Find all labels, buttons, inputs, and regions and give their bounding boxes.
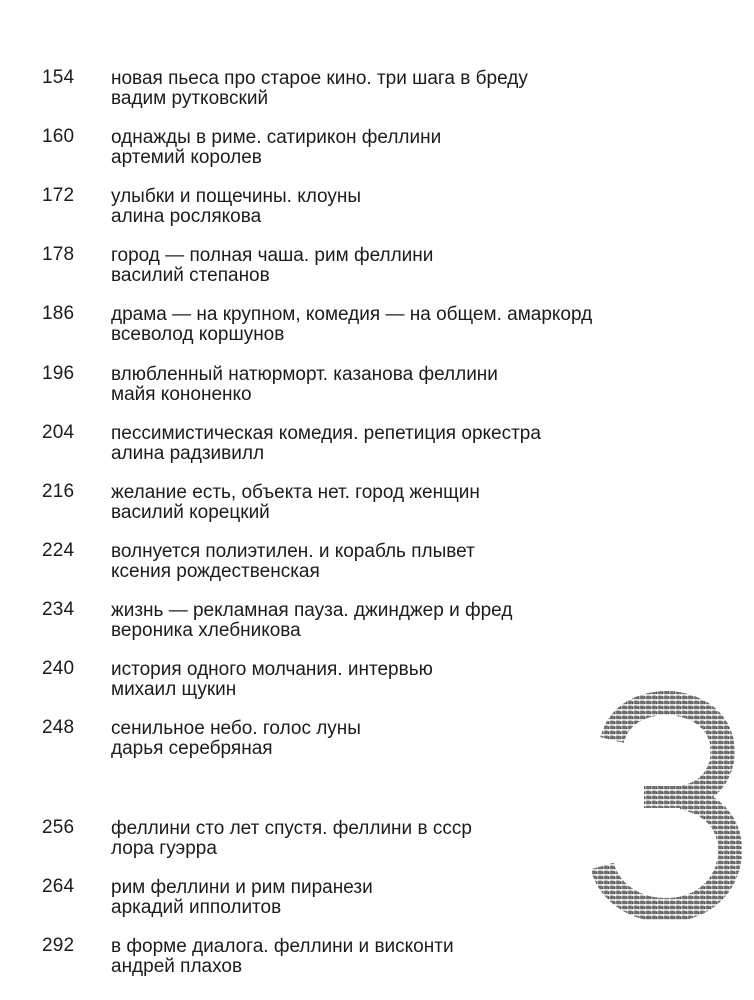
page-number: 256: [42, 817, 75, 838]
toc-entry[interactable]: [0, 186, 660, 232]
page-number: 292: [42, 935, 75, 956]
entry-author: алина рослякова: [111, 206, 262, 227]
entry-title: улыбки и пощечины. клоуны: [111, 186, 362, 207]
toc-entry[interactable]: [0, 659, 660, 705]
toc-entry[interactable]: [0, 304, 660, 350]
page-number: 196: [42, 363, 75, 384]
toc-entry[interactable]: [0, 718, 660, 764]
entry-title: новая пьеса про старое кино. три шага в бреду: [111, 68, 528, 89]
entry-title: сенильное небо. голос луны: [111, 718, 361, 739]
page-number: 216: [42, 481, 75, 502]
entry-author: аркадий ипполитов: [111, 897, 282, 918]
toc-entry[interactable]: [0, 541, 660, 587]
page-number: 248: [42, 717, 75, 738]
entry-title: феллини сто лет спустя. феллини в ссср: [111, 818, 472, 839]
entry-author: василий корецкий: [111, 502, 270, 523]
entry-author: вероника хлебникова: [111, 620, 301, 641]
entry-author: майя кононенко: [111, 384, 252, 405]
page-number: 264: [42, 876, 75, 897]
entry-title: желание есть, объекта нет. город женщин: [111, 482, 480, 503]
page-number: 234: [42, 599, 75, 620]
toc-entry[interactable]: [0, 818, 660, 864]
page-number: 178: [42, 244, 75, 265]
toc-entry[interactable]: [0, 127, 660, 173]
entry-title: город — полная чаша. рим феллини: [111, 245, 434, 266]
toc-entry[interactable]: [0, 364, 660, 410]
entry-author: михаил щукин: [111, 679, 237, 700]
entry-title: история одного молчания. интервью: [111, 659, 433, 680]
entry-author: ксения рождественская: [111, 561, 320, 582]
toc-entry[interactable]: [0, 68, 660, 114]
page-number: 224: [42, 540, 75, 561]
entry-author: лора гуэрра: [111, 838, 217, 859]
page-number: 204: [42, 422, 75, 443]
entry-title: однажды в риме. сатирикон феллини: [111, 127, 442, 148]
page-number: 172: [42, 185, 75, 206]
entry-title: влюбленный натюрморт. казанова феллини: [111, 364, 498, 385]
page-number: 154: [42, 67, 75, 88]
section-numeral-text: 3: [667, 840, 668, 841]
page-number: 160: [42, 126, 75, 147]
entry-title: в форме диалога. феллини и висконти: [111, 936, 454, 957]
toc-entry[interactable]: [0, 423, 660, 469]
toc-entry[interactable]: [0, 600, 660, 646]
page-number: 240: [42, 658, 75, 679]
entry-title: жизнь — рекламная пауза. джинджер и фред: [111, 600, 513, 621]
entry-author: всеволод коршунов: [111, 324, 285, 345]
entry-title: рим феллини и рим пиранези: [111, 877, 373, 898]
toc-entry[interactable]: [0, 245, 660, 291]
entry-title: волнуется полиэтилен. и корабль плывет: [111, 541, 475, 562]
toc-entry[interactable]: [0, 877, 660, 923]
entry-author: андрей плахов: [111, 956, 243, 977]
entry-title: драма — на крупном, комедия — на общем. амаркорд: [111, 304, 593, 325]
page-number: 186: [42, 303, 75, 324]
entry-author: вадим рутковский: [111, 88, 269, 109]
entry-author: алина радзивилл: [111, 443, 265, 464]
entry-title: пессимистическая комедия. репетиция оркестра: [111, 423, 541, 444]
entry-author: василий степанов: [111, 265, 270, 286]
entry-author: артемий королев: [111, 147, 262, 168]
entry-author: дарья серебряная: [111, 738, 273, 759]
section-numeral-3: [592, 690, 742, 920]
toc-entry[interactable]: [0, 482, 660, 528]
toc-entry[interactable]: [0, 936, 660, 982]
